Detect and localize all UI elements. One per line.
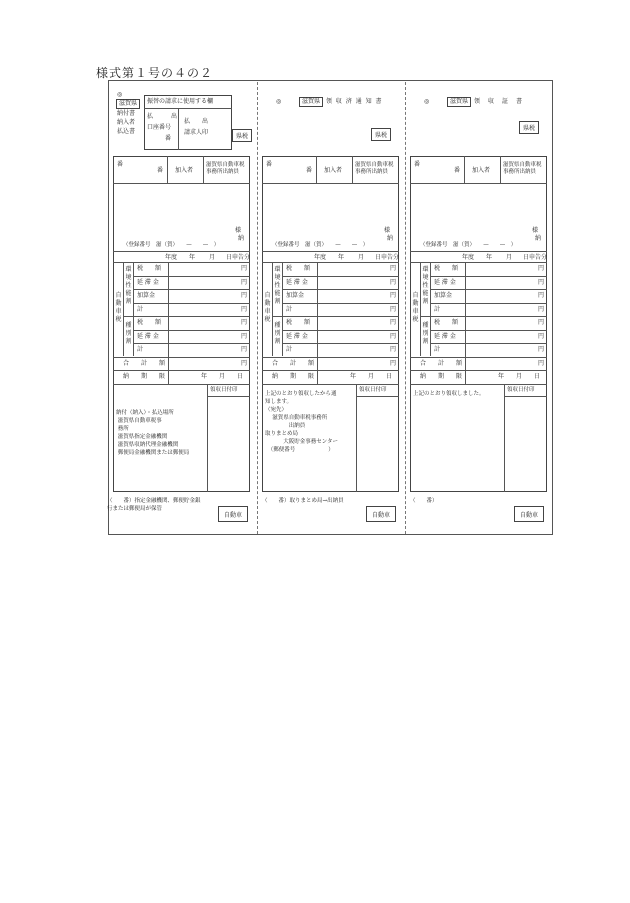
auto-tax-label: 自動車税 bbox=[115, 292, 122, 323]
header-vline-2 bbox=[500, 156, 501, 183]
yen-unit: 円 bbox=[538, 346, 545, 353]
yen-unit: 円 bbox=[538, 305, 545, 313]
car-stamp: 自動車 bbox=[366, 506, 396, 522]
row-divider bbox=[133, 276, 250, 277]
receipt-divider bbox=[504, 396, 547, 397]
yen-unit: 円 bbox=[241, 305, 248, 313]
yen-unit: 円 bbox=[241, 319, 248, 326]
yen-unit: 円 bbox=[538, 265, 545, 272]
tsuki-label: 月 bbox=[209, 254, 216, 261]
registration-number: （登録番号 滋（賀） — — ） bbox=[123, 242, 220, 248]
bun-label: 日申告分 bbox=[523, 254, 548, 261]
amount-vline bbox=[465, 262, 466, 384]
deadline-label: 納 期 限 bbox=[272, 373, 315, 380]
role-label: 納入者 bbox=[117, 119, 136, 126]
payee-label: 滋賀県自動車税事務所出納員 bbox=[355, 162, 394, 175]
transfer-row-label: 口座番号 bbox=[147, 124, 172, 131]
receipt-vline bbox=[207, 384, 208, 493]
env-row-label: 計 bbox=[286, 305, 293, 313]
yen-unit: 円 bbox=[390, 265, 397, 272]
tsuki-label: 月 bbox=[506, 254, 513, 261]
yen-unit: 円 bbox=[241, 265, 248, 272]
type-row-label: 税 額 bbox=[434, 319, 459, 326]
yen-unit: 円 bbox=[538, 332, 545, 340]
footer-note: （ 番）取りまとめ局→出納員 bbox=[262, 498, 344, 504]
nen-label: 年 bbox=[338, 254, 345, 261]
receipt-date-stamp-label: 領収日付印 bbox=[210, 386, 238, 393]
group-vline-outer bbox=[420, 262, 421, 356]
nendo-label: 年度 bbox=[165, 254, 178, 261]
row-divider bbox=[133, 343, 250, 344]
notes-text: 上記のとおり領収したから通 知します。 （宛先） 滋賀県自動車税事務所 出納員 取りまとめ局 大阪貯金事務センター （郵便番号 ） bbox=[265, 390, 339, 453]
form-number-title: 様式第１号の４の２ bbox=[96, 66, 214, 80]
type-group-label: 種別割 bbox=[274, 322, 281, 345]
type-row-label: 計 bbox=[286, 346, 293, 353]
payee-label: 滋賀県自動車税事務所出納員 bbox=[206, 162, 245, 175]
total-label: 合 計 額 bbox=[123, 359, 166, 367]
header-divider bbox=[410, 183, 547, 184]
registration-number: （登録番号 滋（賀） — — ） bbox=[420, 242, 517, 248]
type-group-label: 種別割 bbox=[422, 322, 429, 345]
sama-label: 様 bbox=[384, 227, 391, 234]
row-divider bbox=[430, 303, 547, 304]
row-divider bbox=[272, 316, 399, 317]
receipt-date-stamp-label: 領収日付印 bbox=[507, 386, 535, 393]
receipt-vline bbox=[504, 384, 505, 493]
divider-year bbox=[113, 251, 250, 252]
amount-vline bbox=[317, 262, 318, 384]
divider-year bbox=[262, 251, 399, 252]
row-divider bbox=[282, 343, 399, 344]
row-divider bbox=[133, 289, 250, 290]
env-group-label: 環境性能割 bbox=[125, 266, 132, 305]
type-row-label: 計 bbox=[434, 346, 441, 353]
total-label: 合 計 額 bbox=[272, 359, 315, 367]
header-vline-1 bbox=[464, 156, 465, 183]
row-divider bbox=[410, 357, 547, 358]
deadline-date: 年 月 日 bbox=[498, 373, 541, 380]
yen-unit: 円 bbox=[390, 278, 397, 286]
registration-number: （登録番号 滋（賀） — — ） bbox=[272, 242, 369, 248]
env-row-label: 加算金 bbox=[137, 292, 156, 299]
receipt-divider bbox=[207, 396, 250, 397]
nen-label: 年 bbox=[189, 254, 196, 261]
bun-label: 日申告分 bbox=[226, 254, 251, 261]
yen-unit: 円 bbox=[390, 332, 397, 340]
header-vline-1 bbox=[167, 156, 168, 183]
notes-text: 上記のとおり領収しました。 bbox=[413, 390, 485, 397]
sama-label: 様 bbox=[532, 227, 539, 234]
yen-unit: 円 bbox=[241, 278, 248, 286]
kenzei-stamp: 県税 bbox=[519, 121, 539, 134]
transfer-row-label: 請求人印 bbox=[184, 129, 209, 136]
ban-label: 番 bbox=[454, 167, 461, 174]
row-divider bbox=[123, 316, 250, 317]
env-row-label: 税 額 bbox=[137, 265, 162, 272]
row-divider bbox=[282, 289, 399, 290]
pref-label-box: 滋賀県 bbox=[447, 97, 471, 107]
type-row-label: 税 額 bbox=[286, 319, 311, 326]
circle-mark: ◎ bbox=[117, 91, 123, 98]
deadline-date: 年 月 日 bbox=[201, 373, 244, 380]
nou-label: 納 bbox=[238, 235, 245, 242]
transfer-row-label: 番 bbox=[147, 135, 172, 142]
type-row-label: 計 bbox=[137, 346, 144, 353]
env-row-label: 加算金 bbox=[434, 292, 453, 299]
type-row-label: 税 額 bbox=[137, 319, 162, 326]
nou-label: 納 bbox=[387, 235, 394, 242]
type-group-label: 種別割 bbox=[125, 322, 132, 345]
header-vline-2 bbox=[203, 156, 204, 183]
yen-unit: 円 bbox=[390, 292, 397, 299]
deadline-date: 年 月 日 bbox=[350, 373, 393, 380]
env-group-label: 環境性能割 bbox=[422, 266, 429, 305]
tsuki-label: 月 bbox=[358, 254, 365, 261]
row-divider bbox=[430, 330, 547, 331]
yen-unit: 円 bbox=[538, 292, 545, 299]
row-divider bbox=[282, 330, 399, 331]
type-row-label: 延 滞 金 bbox=[434, 332, 456, 340]
row-divider bbox=[113, 384, 250, 385]
row-divider bbox=[113, 370, 250, 371]
nendo-label: 年度 bbox=[462, 254, 475, 261]
env-row-label: 延 滞 金 bbox=[137, 278, 159, 286]
row-divider bbox=[113, 357, 250, 358]
account-label: 番 bbox=[414, 161, 421, 168]
amount-vline bbox=[168, 262, 169, 384]
env-row-label: 税 額 bbox=[286, 265, 311, 272]
row-divider bbox=[133, 330, 250, 331]
circle-mark: ◎ bbox=[424, 98, 430, 105]
footer-note: （ 番） bbox=[410, 498, 438, 504]
header-divider bbox=[262, 183, 399, 184]
receipt-date-stamp-label: 領収日付印 bbox=[359, 386, 387, 393]
transfer-box-title: 振替の請求に使用する欄 bbox=[147, 98, 214, 105]
deadline-label: 納 期 限 bbox=[123, 373, 166, 380]
header-divider bbox=[113, 183, 250, 184]
yen-unit: 円 bbox=[538, 319, 545, 326]
kanyusha-label: 加入者 bbox=[324, 167, 343, 174]
row-divider bbox=[262, 384, 399, 385]
transfer-row-label: 払 出 bbox=[147, 113, 178, 120]
yen-unit: 円 bbox=[241, 332, 248, 340]
env-row-label: 加算金 bbox=[286, 292, 305, 299]
account-label: 番 bbox=[266, 161, 273, 168]
row-divider bbox=[133, 303, 250, 304]
document-title: 領 収 済 通 知 書 bbox=[326, 98, 383, 105]
row-divider bbox=[430, 343, 547, 344]
ban-label: 番 bbox=[157, 167, 164, 174]
env-row-label: 延 滞 金 bbox=[286, 278, 308, 286]
env-group-label: 環境性能割 bbox=[274, 266, 281, 305]
yen-unit: 円 bbox=[241, 359, 248, 367]
divider-year bbox=[410, 251, 547, 252]
env-row-label: 計 bbox=[434, 305, 441, 313]
kanyusha-label: 加入者 bbox=[472, 167, 491, 174]
row-divider bbox=[262, 357, 399, 358]
row-divider bbox=[430, 289, 547, 290]
auto-tax-label: 自動車税 bbox=[412, 292, 419, 323]
header-vline-2 bbox=[352, 156, 353, 183]
yen-unit: 円 bbox=[390, 359, 397, 367]
footer-note: （ 番）指定金融機関、郵便貯金銀 行または郵便局が保管 bbox=[107, 498, 201, 512]
bun-label: 日申告分 bbox=[375, 254, 400, 261]
transfer-box-vdivider bbox=[178, 108, 179, 150]
payee-label: 滋賀県自動車税事務所出納員 bbox=[503, 162, 542, 175]
role-label: 納付書 bbox=[117, 110, 136, 117]
kenzei-stamp: 県税 bbox=[232, 129, 252, 142]
yen-unit: 円 bbox=[538, 359, 545, 367]
yen-unit: 円 bbox=[390, 305, 397, 313]
row-divider bbox=[282, 303, 399, 304]
nen-label: 年 bbox=[486, 254, 493, 261]
header-vline-1 bbox=[316, 156, 317, 183]
row-divider bbox=[410, 384, 547, 385]
car-stamp: 自動車 bbox=[514, 506, 544, 522]
nendo-label: 年度 bbox=[314, 254, 327, 261]
yen-unit: 円 bbox=[538, 278, 545, 286]
total-label: 合 計 額 bbox=[420, 359, 463, 367]
deadline-label: 納 期 限 bbox=[420, 373, 463, 380]
row-divider bbox=[420, 316, 547, 317]
perforation-line-1 bbox=[257, 82, 258, 534]
row-divider bbox=[282, 276, 399, 277]
group-vline-outer bbox=[123, 262, 124, 356]
group-vline-outer bbox=[272, 262, 273, 356]
yen-unit: 円 bbox=[241, 292, 248, 299]
row-divider bbox=[430, 276, 547, 277]
pref-label-box: 滋賀県 bbox=[299, 97, 323, 107]
notes-text: 納付（納入）・払込場所 滋賀県自動車税事 務所 滋賀県指定金融機関 滋賀県収納代理金融機関 郵便局金融機関または郵便局 bbox=[116, 409, 190, 456]
row-divider bbox=[262, 370, 399, 371]
type-row-label: 延 滞 金 bbox=[137, 332, 159, 340]
kenzei-stamp: 県税 bbox=[371, 128, 391, 141]
nou-label: 納 bbox=[535, 235, 542, 242]
auto-tax-label: 自動車税 bbox=[264, 292, 271, 323]
env-row-label: 税 額 bbox=[434, 265, 459, 272]
ban-label: 番 bbox=[306, 167, 313, 174]
transfer-box-divider bbox=[144, 108, 232, 109]
env-row-label: 計 bbox=[137, 305, 144, 313]
type-row-label: 延 滞 金 bbox=[286, 332, 308, 340]
perforation-line-2 bbox=[405, 82, 406, 534]
yen-unit: 円 bbox=[390, 346, 397, 353]
car-stamp: 自動車 bbox=[218, 506, 248, 522]
document-title: 領 収 証 書 bbox=[474, 98, 524, 105]
pref-label-box: 滋賀県 bbox=[116, 99, 140, 109]
transfer-row-label: 払 出 bbox=[184, 118, 209, 125]
sama-label: 様 bbox=[235, 227, 242, 234]
circle-mark: ◎ bbox=[276, 98, 282, 105]
row-divider bbox=[410, 370, 547, 371]
env-row-label: 延 滞 金 bbox=[434, 278, 456, 286]
yen-unit: 円 bbox=[390, 319, 397, 326]
receipt-divider bbox=[356, 396, 399, 397]
receipt-vline bbox=[356, 384, 357, 493]
role-label: 払込書 bbox=[117, 128, 136, 135]
yen-unit: 円 bbox=[241, 346, 248, 353]
account-label: 番 bbox=[117, 161, 124, 168]
kanyusha-label: 加入者 bbox=[175, 167, 194, 174]
